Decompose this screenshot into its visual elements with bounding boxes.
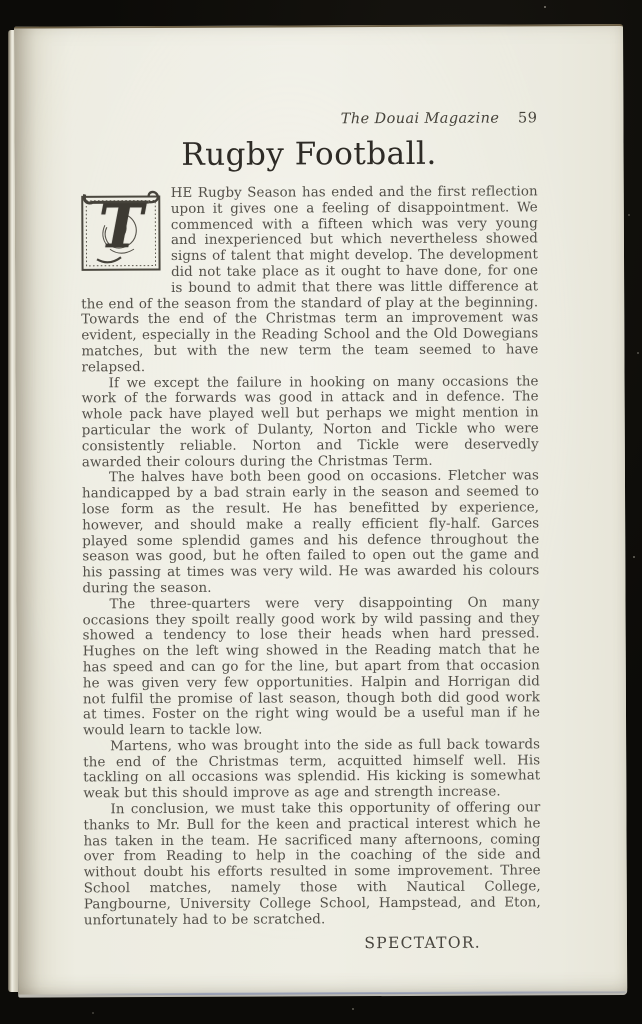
paragraph-5: Martens, who was brought into the side as full back towards the end of the Christmas term, acquitted himself well. His tackling on all occasions was splendid. His kicking is somewhat weak but this should improve as age and strength increase. (83, 737, 541, 802)
dust-specks (0, 0, 2, 2)
magazine-title: The Douai Magazine (340, 110, 500, 128)
running-header (80, 110, 537, 128)
paragraph-2: If we except the failure in hooking on many occasions the work of the forwards was good in attack and in defence. The whole pack have played well but perhaps we might mention in particular the work of Dulanty, Norton and Tickle who were consistently reliable. Norton and Tickle were deservedly awarded their colours during the Christmas Term. (81, 373, 539, 470)
magazine-page (14, 24, 627, 995)
page-number: 59 (517, 110, 538, 127)
article-body (81, 184, 541, 928)
article-signature: SPECTATOR. (364, 934, 482, 953)
paragraph-4: The three-quarters were very disappointing On many occasions they spoilt really good work by wild passing and they showed a tendency to lose their heads when hard pressed. Hughes on the left wing showed in the Reading match that he has speed and can go for the line, but apart from that occasion he was given very few opportunities. Halpin and Horrigan did not fulfil the promise of last season, though both did good work at times. Foster on the right wing would be a useful man if he would learn to tackle low. (82, 595, 541, 739)
article-title: Rugby Football. (181, 135, 437, 173)
paragraph-text: HE Rugby Season has ended and the first reflection upon it gives one a feeling of disappointment. We commenced with a fifteen which was very young and inexperienced but which nevertheless showed signs of talent that might develop. The development did not take place as it ought to have done, for one is bound to admit that there was little difference at the end of the season from the standard of play at the beginning. Towards the end of the Christmas term an improvement was evident, especially in the Reading School and the Old Dowegians matches, but with the new term the team seemed to have relapsed. (81, 184, 539, 376)
paragraph-6: In conclusion, we must take this opportunity of offering our thanks to Mr. Bull for the keen and practical interest which he has taken in the team. He sacrificed many afternoons, coming over from Reading to help in the coaching of the side and without doubt his efforts resulted in some improvement. Three School matches, namely those with Nautical College, Pangbourne, University College School, Hampstead, and Eton, unfortunately had to be scratched. (83, 800, 541, 929)
paragraph-1 (81, 184, 539, 376)
ornate-dropcap-T (81, 189, 161, 271)
page-content (80, 26, 541, 953)
dropcap-letter: T (98, 192, 144, 263)
paragraph-3: The halves have both been good on occasions. Fletcher was handicapped by a bad strain early in the season and seemed to lose form as the result. He has benefitted by experience, however, and should make a really efficient fly-half. Garces played some splendid games and his defence throughout the season was good, but he often failed to open out the game and his passing at times was very wild. He was awarded his colours during the season. (82, 468, 540, 597)
